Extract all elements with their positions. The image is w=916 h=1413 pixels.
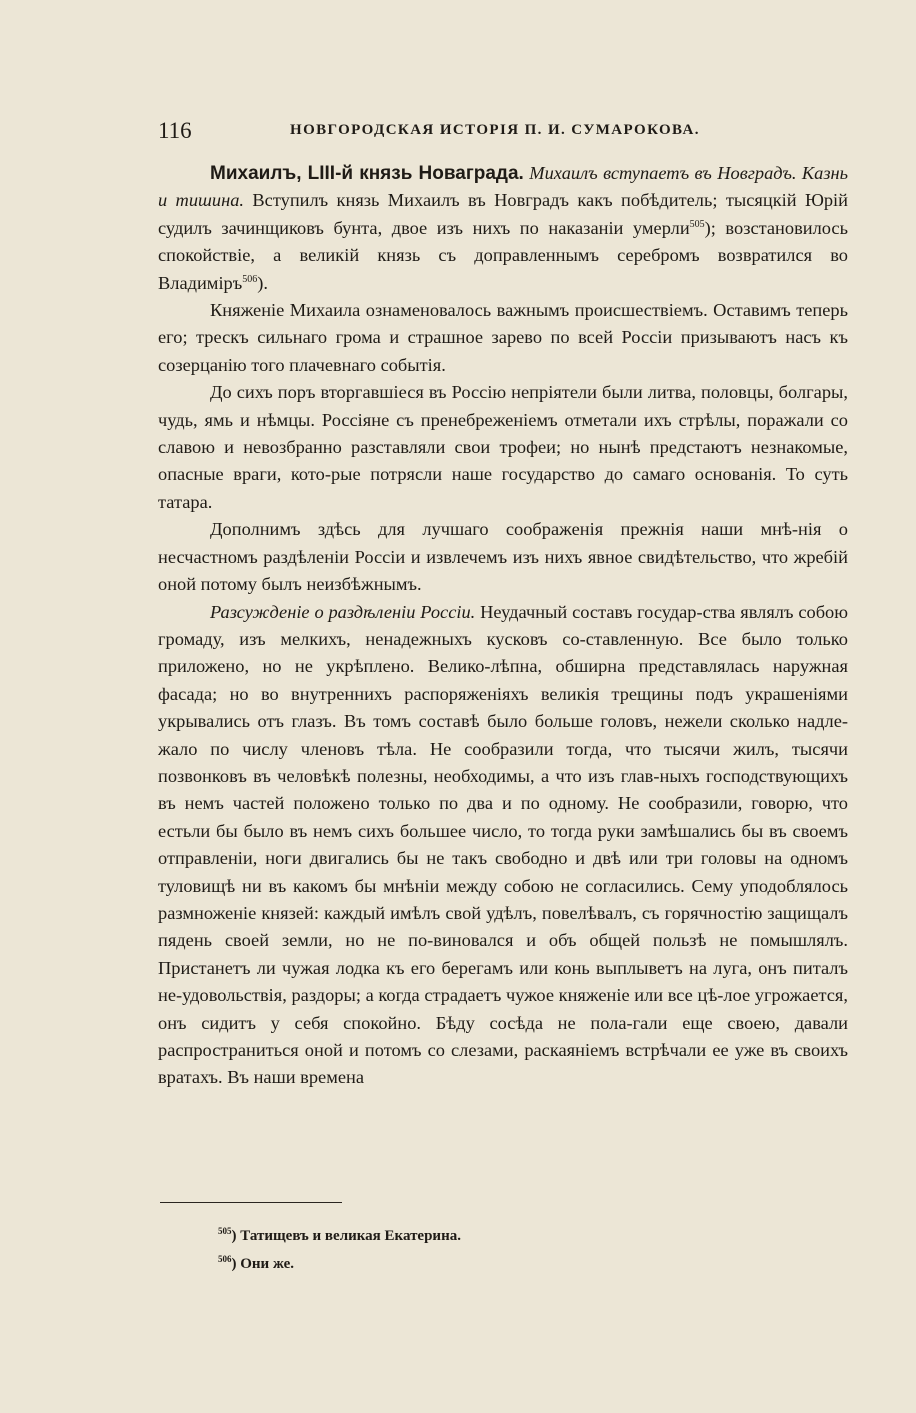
running-title: НОВГОРОДСКАЯ ИСТОРІЯ П. И. СУМАРОКОВА. xyxy=(290,122,700,138)
page-number: 116 xyxy=(158,118,192,143)
paragraph: До сихъ поръ вторгавшіеся въ Россію непріятели были литва, половцы, болгары, чудь, ямь и нѣмцы. Россіяне съ пренебреженіемъ отметали ихъ стрѣлы, поражали со славою и невозбранно разставляли свои трофеи; но нынѣ предстаютъ незнакомые, опасные враги, кото-рые потрясли наше государство до самаго основанія. То суть татара. xyxy=(158,382,848,512)
footnote-mark: 505 xyxy=(218,1226,232,1236)
paragraph: Дополнимъ здѣсь для лучшаго соображенія прежнія наши мнѣ-нія о несчастномъ раздѣленіи Россіи и извлечемъ изъ нихъ явное свидѣтельство, что жребій оной потому былъ неизбѣжнымъ. xyxy=(158,519,848,595)
marginal-heading: Разсужденіе о раздѣленіи Россіи. xyxy=(210,601,476,622)
paragraph-text: ); возстановилось спокойствіе, а великій князь съ доправленнымъ серебромъ возвратился во Владиміръ xyxy=(158,217,848,293)
paragraph-text: Вступилъ князь Михаилъ въ Новградъ какъ побѣдитель; тысяцкій Юрій судилъ зачинщиковъ бунта, двое изъ нихъ по наказаніи умерли xyxy=(158,190,848,238)
paragraph-text: Неудачный составъ государ-ства являлъ собою громаду, изъ мелкихъ, ненадежныхъ кусковъ со-ставленную. Все было только приложено, но не укрѣплено. Велико-лѣпна, обширна представлялась наружная фасада; но во внутреннихъ распоряженіяхъ великія трещины подъ украшеніями укрывались отъ глазъ. Въ томъ составѣ было больше головъ, нежели сколько надле-жало по числу членовъ тѣла. Не сообразили тогда, что тысячи жилъ, тысячи позвонковъ въ человѣкѣ полезны, необходимы, а что изъ глав-ныхъ господствующихъ въ немъ частей положено только по два и по одному. Не сообразили, говорю, что естьли бы было въ немъ сихъ большее число, то тогда руки замѣшались бы въ своемъ отправленіи, ноги двигались бы не такъ свободно и двѣ или три головы на одномъ туловищѣ ни въ какомъ бы мнѣніи между собою не согласились. Сему уподоблялось размноженіе князей: каждый имѣлъ свой удѣлъ, повелѣвалъ, съ горячностію защищалъ пядень своей земли, но не по-виновался и объ общей пользѣ не помышлялъ. Пристанетъ ли чужая лодка къ его берегамъ или конь выплыветъ на луга, онъ питалъ не-удовольствія, раздоры; а когда страдаетъ чужое княженіе или все цѣ-лое угрожается, онъ сидитъ у себя спокойно. Бѣду сосѣда не пола-гали еще своею, давали распространиться оной и потомъ со слезами, раскаяніемъ встрѣчали ее уже въ своихъ вратахъ. Въ наши времена xyxy=(158,601,848,1088)
paragraph: Княженіе Михаила ознаменовалось важнымъ происшествіемъ. Оставимъ теперь его; трескъ сильнаго грома и страшное зарево по всей Россіи призываютъ насъ къ созерцанію того плачевнаго событія. xyxy=(158,300,848,375)
footnote-reference[interactable]: 505 xyxy=(689,218,705,230)
marginal-heading: Михаилъ вступаетъ въ Новградъ. Казнь и тишина. xyxy=(158,163,848,211)
footnote xyxy=(218,1250,848,1278)
chapter-title: Михаилъ, LIII-й князь Новаграда. xyxy=(210,163,524,184)
footnote-text: ) Они же. xyxy=(231,1256,295,1272)
paragraph-text: ). xyxy=(257,272,268,293)
footnotes xyxy=(218,1222,848,1278)
footnote xyxy=(218,1222,848,1250)
paragraph-chapter-opening xyxy=(158,160,848,297)
page-header xyxy=(158,118,848,146)
footnote-mark: 506 xyxy=(218,1254,232,1264)
footnote-divider xyxy=(160,1202,342,1203)
main-text xyxy=(158,160,848,1092)
paragraph-reasoning xyxy=(158,599,848,1092)
footnote-reference[interactable]: 506 xyxy=(242,273,258,285)
footnote-text: ) Татищевъ и великая Екатерина. xyxy=(231,1228,461,1244)
